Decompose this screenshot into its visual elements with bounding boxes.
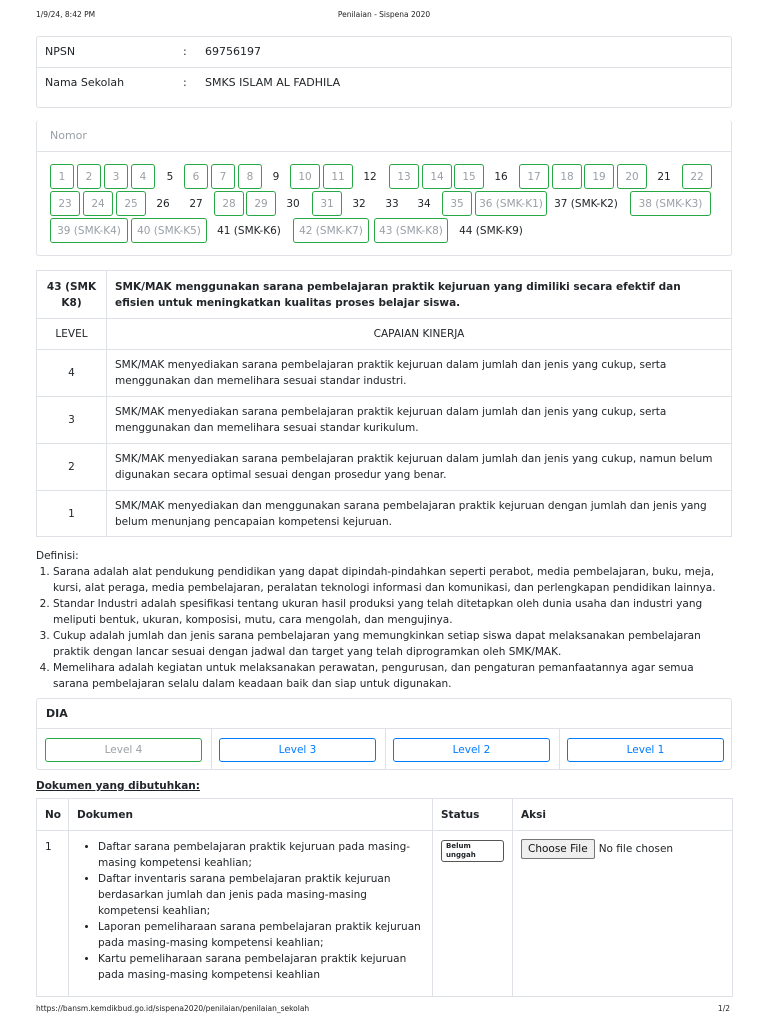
nomor-item-21[interactable]: 21 xyxy=(657,170,671,183)
indicator-code: 43 (SMK K8) xyxy=(37,271,107,319)
nomor-button-2[interactable]: 2 xyxy=(77,164,101,189)
print-datetime: 1/9/24, 8:42 PM xyxy=(36,10,96,19)
nomor-button-19[interactable]: 19 xyxy=(584,164,614,189)
list-item: • Daftar sarana pembelajaran praktik kejuruan pada masing-masing kompetensi keahlian; xyxy=(98,839,424,871)
rubric-row-level-2 xyxy=(37,444,732,491)
nomor-item-44[interactable]: 44 (SMK-K9) xyxy=(459,224,523,237)
document-list xyxy=(77,839,424,983)
nomor-button-8[interactable]: 8 xyxy=(238,164,262,189)
nomor-button-31[interactable]: 31 xyxy=(312,191,342,216)
nomor-item-33[interactable]: 33 xyxy=(385,197,399,210)
print-page-number: 1/2 xyxy=(717,1004,730,1013)
nomor-item-16[interactable]: 16 xyxy=(494,170,508,183)
indicator-statement: SMK/MAK menggunakan sarana pembelajaran praktik kejuruan yang dimiliki secara efektif dan efisien untuk meningkatkan kualitas proses belajar siswa. xyxy=(107,271,732,319)
nomor-item-37[interactable]: 37 (SMK-K2) xyxy=(554,197,618,210)
school-name-value: SMKS ISLAM AL FADHILA xyxy=(205,76,341,89)
rubric-row-level-4 xyxy=(37,350,732,397)
nomor-item-27[interactable]: 27 xyxy=(189,197,203,210)
column-header-no: No xyxy=(37,799,69,831)
level-description: SMK/MAK menyediakan sarana pembelajaran praktik kejuruan dalam jumlah dan jenis yang cukup, namun belum digunakan secara optimal sesuai dengan prosedur yang benar. xyxy=(107,444,732,491)
nomor-button-42[interactable]: 42 (SMK-K7) xyxy=(293,218,369,243)
nomor-button-4[interactable]: 4 xyxy=(131,164,155,189)
definisi-section xyxy=(36,548,732,692)
list-item: • Laporan pemeliharaan sarana pembelajaran praktik kejuruan pada masing-masing kompetensi keahlian; xyxy=(98,919,424,951)
npsn-colon: : xyxy=(183,45,187,58)
nomor-item-34[interactable]: 34 xyxy=(417,197,431,210)
nomor-item-30[interactable]: 30 xyxy=(286,197,300,210)
school-name-row xyxy=(37,68,731,99)
nomor-button-10[interactable]: 10 xyxy=(290,164,320,189)
nomor-card xyxy=(36,120,732,256)
list-item: • Kartu pemeliharaan sarana pembelajaran praktik kejuruan pada masing-masing kompetensi keahlian xyxy=(98,951,424,983)
school-name-label: Nama Sekolah xyxy=(45,76,125,89)
level-2-button[interactable]: Level 2 xyxy=(393,738,550,762)
documents-table xyxy=(36,798,733,997)
level-number: 1 xyxy=(37,491,107,537)
nomor-label: Nomor xyxy=(50,129,87,142)
dia-cell-divider xyxy=(559,729,560,770)
nomor-button-40[interactable]: 40 (SMK-K5) xyxy=(131,218,207,243)
level-3-button[interactable]: Level 3 xyxy=(219,738,376,762)
nomor-divider xyxy=(37,151,731,152)
nomor-button-38[interactable]: 38 (SMK-K3) xyxy=(630,191,711,216)
column-header-aksi: Aksi xyxy=(513,799,733,831)
definisi-item: 1. Sarana adalah alat pendukung pendidikan yang dapat dipindah-pindahkan seperti perabot, media pembelajaran, buku, meja, kursi, alat peraga, media pembelajaran, peralatan teknologi informasi dan komunikasi, dan perlengkapan pendidikan lainnya. xyxy=(53,564,732,596)
npsn-label: NPSN xyxy=(45,45,76,58)
file-status-text: No file chosen xyxy=(598,843,674,855)
level-description: SMK/MAK menyediakan sarana pembelajaran praktik kejuruan dalam jumlah dan jenis yang cukup, serta menggunakan dan memelihara sesuai standar industri. xyxy=(107,350,732,397)
documents-title: Dokumen yang dibutuhkan: xyxy=(36,780,200,792)
dia-cell-divider xyxy=(385,729,386,770)
capaian-header: CAPAIAN KINERJA xyxy=(107,319,732,350)
nomor-button-15[interactable]: 15 xyxy=(454,164,484,189)
dia-cell-divider xyxy=(211,729,212,770)
npsn-row xyxy=(37,37,731,68)
definisi-item: 4. Memelihara adalah kegiatan untuk melaksanakan perawatan, pengurusan, dan pengaturan pemanfaatannya agar semua sarana pembelajaran selalu dalam keadaan baik dan siap untuk digunakan. xyxy=(53,660,732,692)
action-cell xyxy=(513,831,733,997)
table-row xyxy=(37,831,733,997)
level-number: 3 xyxy=(37,397,107,444)
nomor-item-26[interactable]: 26 xyxy=(156,197,170,210)
row-number: 1 xyxy=(37,831,69,997)
nomor-button-20[interactable]: 20 xyxy=(617,164,647,189)
nomor-button-22[interactable]: 22 xyxy=(682,164,712,189)
nomor-button-28[interactable]: 28 xyxy=(214,191,244,216)
rubric-column-header-row xyxy=(37,319,732,350)
print-header xyxy=(0,10,768,24)
nomor-button-35[interactable]: 35 xyxy=(442,191,472,216)
rubric-table xyxy=(36,270,732,537)
definisi-item: 3. Cukup adalah jumlah dan jenis sarana pembelajaran yang memungkinkan setiap siswa dapat melaksanakan pembelajaran praktik dengan lancar sesuai dengan jadwal dan target yang telah diprogramkan oleh SMK/MAK. xyxy=(53,628,732,660)
level-number: 4 xyxy=(37,350,107,397)
nomor-button-23[interactable]: 23 xyxy=(50,191,80,216)
status-cell xyxy=(433,831,513,997)
nomor-button-17[interactable]: 17 xyxy=(519,164,549,189)
column-header-status: Status xyxy=(433,799,513,831)
choose-file-button[interactable]: Choose File xyxy=(521,839,595,859)
nomor-button-11[interactable]: 11 xyxy=(323,164,353,189)
status-badge: Belum unggah xyxy=(441,840,504,862)
nomor-button-29[interactable]: 29 xyxy=(246,191,276,216)
nomor-item-41[interactable]: 41 (SMK-K6) xyxy=(217,224,281,237)
npsn-value: 69756197 xyxy=(205,45,261,58)
documents-header-row xyxy=(37,799,733,831)
definisi-list xyxy=(36,564,732,692)
level-header: LEVEL xyxy=(37,319,107,350)
dia-title: DIA xyxy=(46,707,68,720)
nomor-button-36[interactable]: 36 (SMK-K1) xyxy=(475,191,547,216)
nomor-button-39[interactable]: 39 (SMK-K4) xyxy=(50,218,128,243)
print-title: Penilaian - Sispena 2020 xyxy=(337,10,431,19)
school-name-colon: : xyxy=(183,76,187,89)
nomor-button-1[interactable]: 1 xyxy=(50,164,74,189)
nomor-button-24[interactable]: 24 xyxy=(83,191,113,216)
level-description: SMK/MAK menyediakan dan menggunakan sarana pembelajaran praktik kejuruan dengan jumlah dan jenis yang belum menunjang pencapaian kompetensi kejuruan. xyxy=(107,491,732,537)
print-url: https://bansm.kemdikbud.go.id/sispena2020/penilaian/penilaian_sekolah xyxy=(36,1004,310,1013)
nomor-item-5[interactable]: 5 xyxy=(166,170,174,183)
nomor-button-13[interactable]: 13 xyxy=(389,164,419,189)
rubric-row-level-1 xyxy=(37,491,732,537)
nomor-button-7[interactable]: 7 xyxy=(211,164,235,189)
dia-divider xyxy=(37,728,731,729)
nomor-button-18[interactable]: 18 xyxy=(552,164,582,189)
level-1-button[interactable]: Level 1 xyxy=(567,738,724,762)
nomor-item-32[interactable]: 32 xyxy=(352,197,366,210)
nomor-item-9[interactable]: 9 xyxy=(272,170,280,183)
nomor-item-12[interactable]: 12 xyxy=(363,170,377,183)
nomor-button-3[interactable]: 3 xyxy=(104,164,128,189)
list-item: • Daftar inventaris sarana pembelajaran praktik kejuruan berdasarkan jumlah dan jenis pada masing-masing kompetensi keahlian; xyxy=(98,871,424,919)
nomor-button-14[interactable]: 14 xyxy=(422,164,452,189)
rubric-header-row xyxy=(37,271,732,319)
document-list-cell xyxy=(69,831,433,997)
level-number: 2 xyxy=(37,444,107,491)
nomor-button-6[interactable]: 6 xyxy=(184,164,208,189)
dia-card xyxy=(36,698,732,770)
nomor-button-25[interactable]: 25 xyxy=(116,191,146,216)
rubric-row-level-3 xyxy=(37,397,732,444)
definisi-item: 2. Standar Industri adalah spesifikasi tentang ukuran hasil produksi yang telah ditetapkan oleh dunia usaha dan industri yang meliputi bentuk, ukuran, komposisi, mutu, cara mengolah, dan mengujinya. xyxy=(53,596,732,628)
level-description: SMK/MAK menyediakan sarana pembelajaran praktik kejuruan dalam jumlah dan jenis yang cukup, serta menggunakan dan memelihara sesuai standar kurikulum. xyxy=(107,397,732,444)
nomor-button-43[interactable]: 43 (SMK-K8) xyxy=(374,218,448,243)
school-info-card xyxy=(36,36,732,108)
level-4-button[interactable]: Level 4 xyxy=(45,738,202,762)
definisi-title: Definisi: xyxy=(36,550,79,562)
column-header-dokumen: Dokumen xyxy=(69,799,433,831)
